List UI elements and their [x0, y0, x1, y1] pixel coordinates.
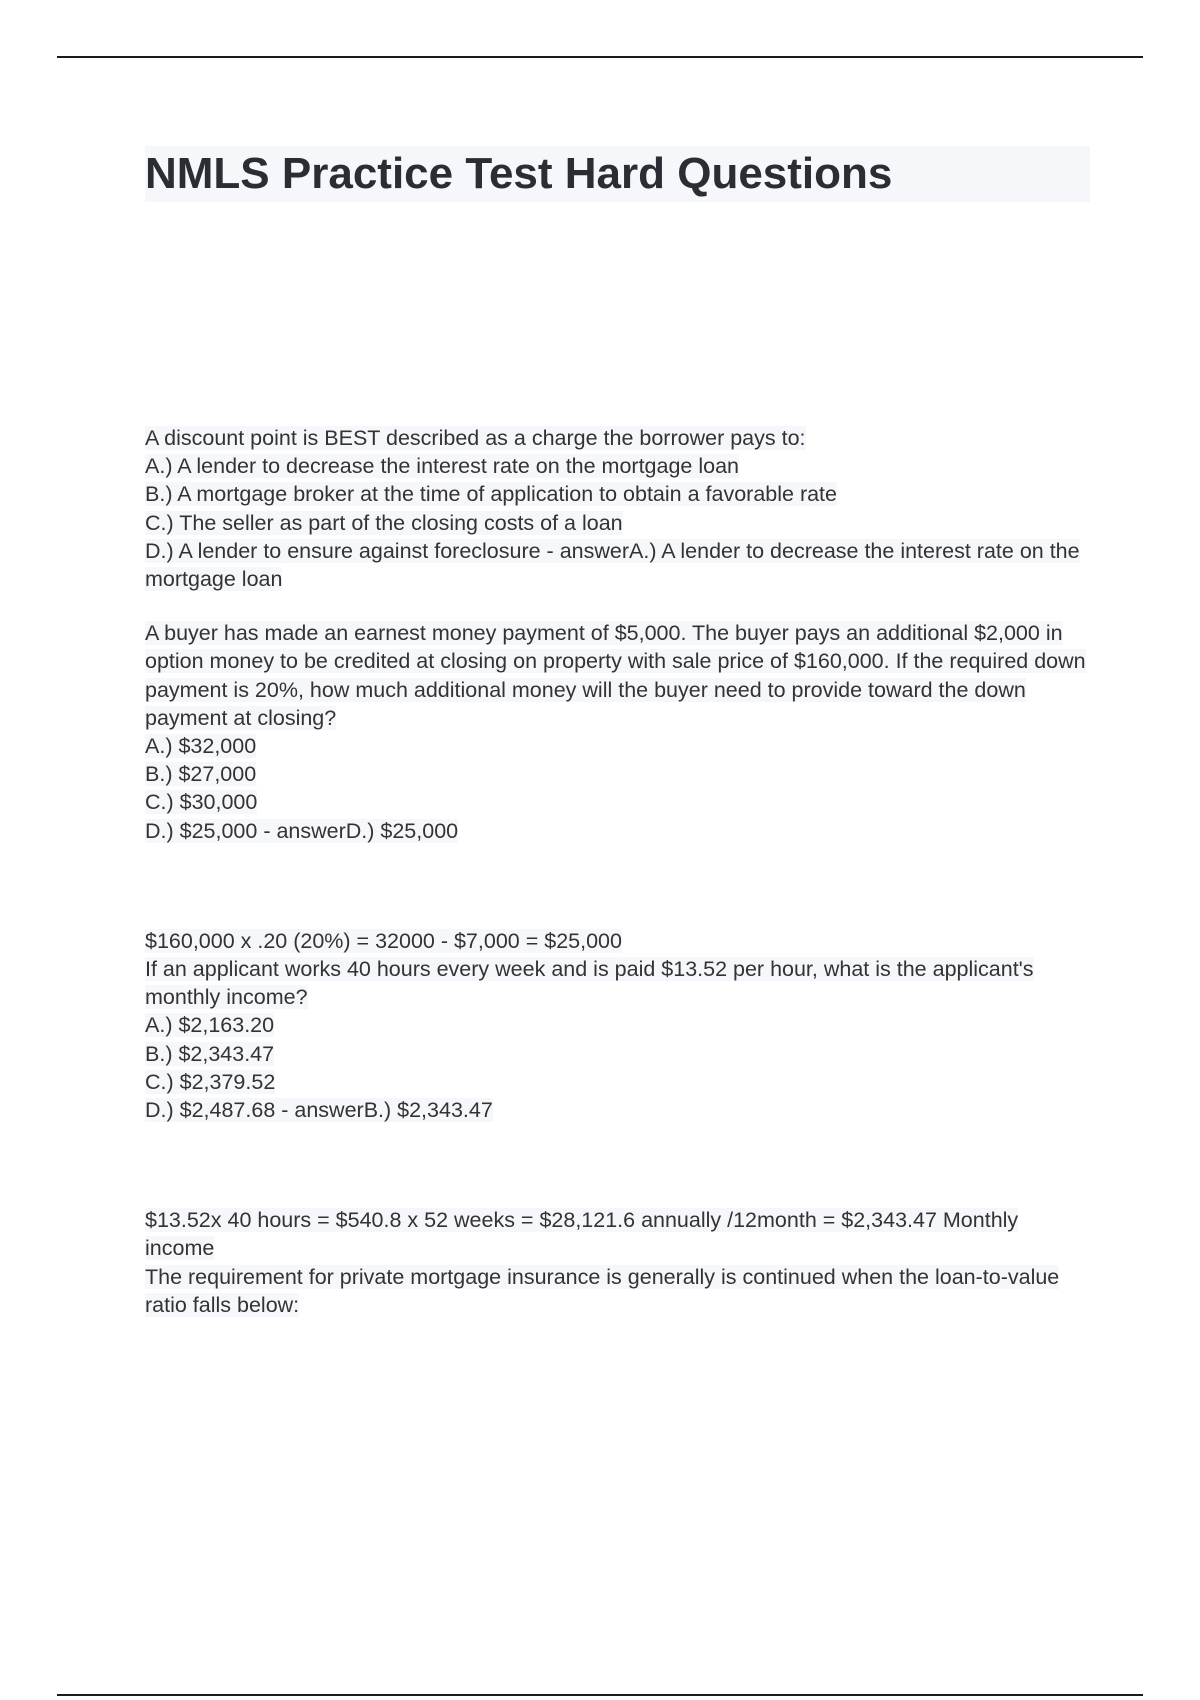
option-item: C.) The seller as part of the closing costs of a loan — [145, 510, 623, 535]
question-2-text: A buyer has made an earnest money payment of $5,000. The buyer pays an additional $2,000 in option money to be credited at closing on property with sale price of $160,000. If the required down payment is 20%, how much additional money will the buyer need to provide toward the down payment at closing? — [145, 621, 1086, 730]
option-item: B.) $2,343.47 — [145, 1041, 275, 1066]
title-banner — [145, 146, 1090, 202]
option-item: A.) A lender to decrease the interest rate on the mortgage loan — [145, 454, 740, 479]
option-item: C.) $30,000 — [145, 790, 258, 815]
question-3-text: If an applicant works 40 hours every week and is paid $13.52 per hour, what is the applicant's monthly income? — [145, 957, 1034, 1010]
option-item: A.) $32,000 — [145, 734, 257, 759]
option-item: A.) $2,163.20 — [145, 1013, 275, 1038]
option-item: B.) $27,000 — [145, 762, 257, 787]
question-3-options — [145, 1011, 1090, 1124]
document-body — [145, 424, 1090, 1319]
top-rule — [57, 56, 1143, 58]
option-item: D.) A lender to ensure against foreclosure - answerA.) A lender to decrease the interest rate on the mortgage loan — [145, 538, 1080, 592]
question-1-text: A discount point is BEST described as a charge the borrower pays to: — [145, 426, 806, 450]
bottom-rule — [57, 1694, 1143, 1696]
page-title: NMLS Practice Test Hard Questions — [145, 149, 893, 198]
option-item: B.) A mortgage broker at the time of application to obtain a favorable rate — [145, 482, 837, 507]
option-item: C.) $2,379.52 — [145, 1069, 276, 1094]
option-item: D.) $2,487.68 - answerB.) $2,343.47 — [145, 1098, 493, 1123]
question-4-text: The requirement for private mortgage insurance is generally is continued when the loan-to-value ratio falls below: — [145, 1264, 1060, 1317]
question-2-options — [145, 732, 1090, 845]
question-1-options — [145, 452, 1090, 593]
question-3-explanation: $13.52x 40 hours = $540.8 x 52 weeks = $28,121.6 annually /12month = $2,343.47 Monthly income — [145, 1208, 1019, 1261]
question-2-explanation: $160,000 x .20 (20%) = 32000 - $7,000 = $25,000 — [145, 928, 622, 953]
option-item: D.) $25,000 - answerD.) $25,000 — [145, 818, 459, 843]
